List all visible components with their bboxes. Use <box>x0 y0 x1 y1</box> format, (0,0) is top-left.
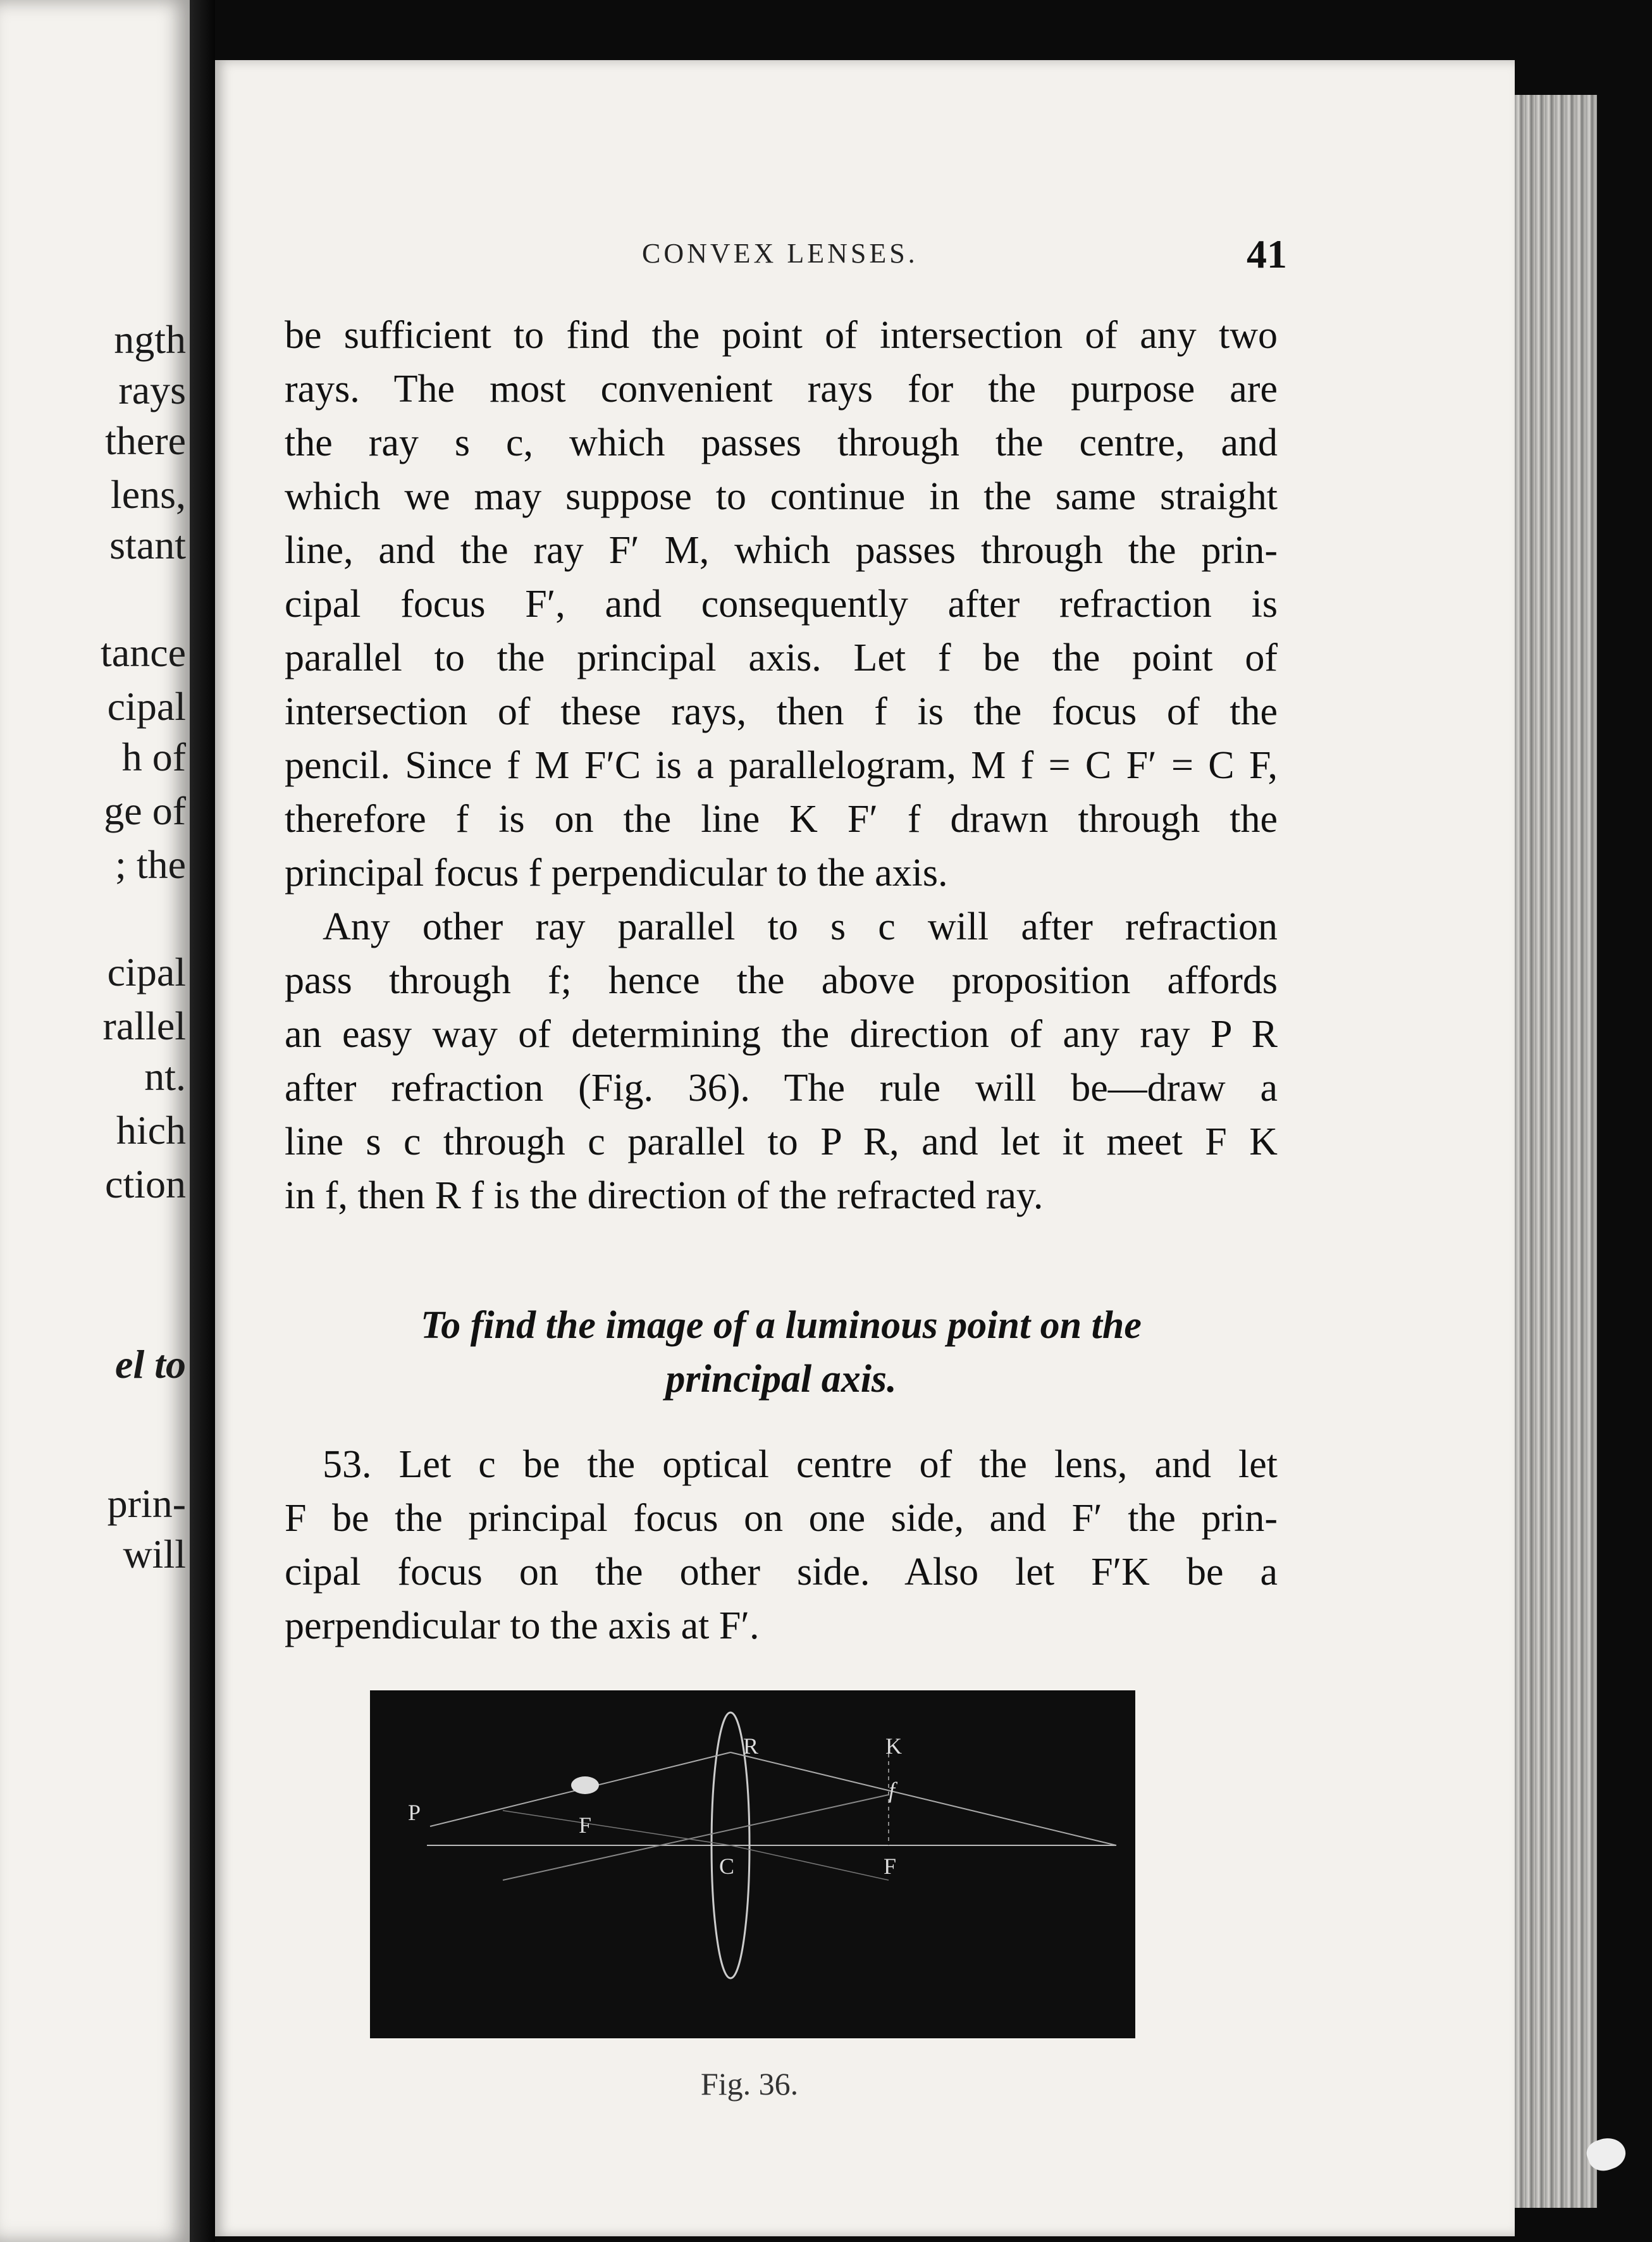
body-line: intersection of these rays, then f is the focus of the <box>285 690 1278 733</box>
left-page-line: prin- <box>107 1481 186 1526</box>
left-page-line: ge of <box>104 788 186 833</box>
left-page-line: nt. <box>144 1054 186 1099</box>
left-page-line: ; the <box>115 842 186 887</box>
left-page-line: h of <box>121 734 186 779</box>
left-page-line: tance <box>101 630 186 675</box>
label-P: P <box>408 1800 421 1825</box>
body-line: cipal focus on the other side. Also let F′K be a <box>285 1551 1278 1594</box>
section-heading: principal axis. <box>665 1358 897 1401</box>
left-page-line: there <box>105 418 186 463</box>
body-line: be sufficient to find the point of intersection of any two <box>285 314 1278 357</box>
body-line: pencil. Since f M F′C is a parallelogram, M f = C F′ = C F, <box>285 744 1278 787</box>
label-F-left: F <box>579 1812 592 1838</box>
lens-diagram <box>370 1690 1135 2038</box>
section-heading: To find the image of a luminous point on the <box>421 1304 1142 1347</box>
left-page-line: rallel <box>102 1003 186 1048</box>
body-line: in f, then R f is the direction of the refracted ray. <box>285 1174 1044 1217</box>
label-R: R <box>743 1733 759 1759</box>
label-F-right: F <box>884 1854 897 1879</box>
body-line: principal focus f perpendicular to the axis. <box>285 852 948 895</box>
left-page-line: will <box>123 1532 186 1576</box>
body-line: F be the principal focus on one side, and F′ the prin- <box>285 1497 1278 1540</box>
body-line: parallel to the principal axis. Let f be the point of <box>285 636 1278 679</box>
left-page-line: cipal <box>107 950 186 994</box>
page-header <box>642 231 1287 282</box>
running-head: CONVEX LENSES. <box>642 238 918 269</box>
left-page-line: cipal <box>107 684 186 729</box>
body-line: cipal focus F′, and consequently after refraction is <box>285 583 1278 626</box>
luminous-point <box>571 1776 599 1794</box>
left-page-line: ngth <box>114 317 186 362</box>
body-line: pass through f; hence the above proposition affords <box>285 959 1278 1002</box>
previous-page <box>0 0 190 2242</box>
body-line: the ray s c, which passes through the centre, and <box>285 421 1278 464</box>
page-number: 41 <box>1247 232 1287 276</box>
label-C: C <box>719 1854 735 1879</box>
body-line: rays. The most convenient rays for the purpose are <box>285 368 1278 411</box>
left-page-line: el to <box>115 1342 186 1387</box>
page-edges <box>1515 95 1597 2208</box>
body-line: line, and the ray F′ M, which passes through the prin- <box>285 529 1278 572</box>
figure-36 <box>370 1690 1135 2038</box>
body-line: line s c through c parallel to P R, and let it meet F K <box>285 1120 1278 1163</box>
body-line: therefore f is on the line K F′ f drawn through the <box>285 798 1278 841</box>
book-gutter <box>190 0 215 2242</box>
left-page-line: stant <box>109 523 186 567</box>
label-K: K <box>885 1733 902 1759</box>
body-line: which we may suppose to continue in the same straight <box>285 475 1278 518</box>
left-page-line: rays <box>118 368 186 412</box>
figure-caption: Fig. 36. <box>700 2066 799 2102</box>
body-line: 53. Let c be the optical centre of the lens, and let <box>323 1443 1278 1486</box>
left-page-line: lens, <box>110 472 186 517</box>
label-f: f <box>889 1778 896 1803</box>
left-page-line: ction <box>105 1161 186 1206</box>
body-line: after refraction (Fig. 36). The rule will be—draw a <box>285 1067 1278 1110</box>
body-line: Any other ray parallel to s c will after refraction <box>323 905 1278 948</box>
left-page-line: hich <box>116 1108 186 1153</box>
body-line: an easy way of determining the direction of any ray P R <box>285 1013 1278 1056</box>
body-line: perpendicular to the axis at F′. <box>285 1604 760 1647</box>
